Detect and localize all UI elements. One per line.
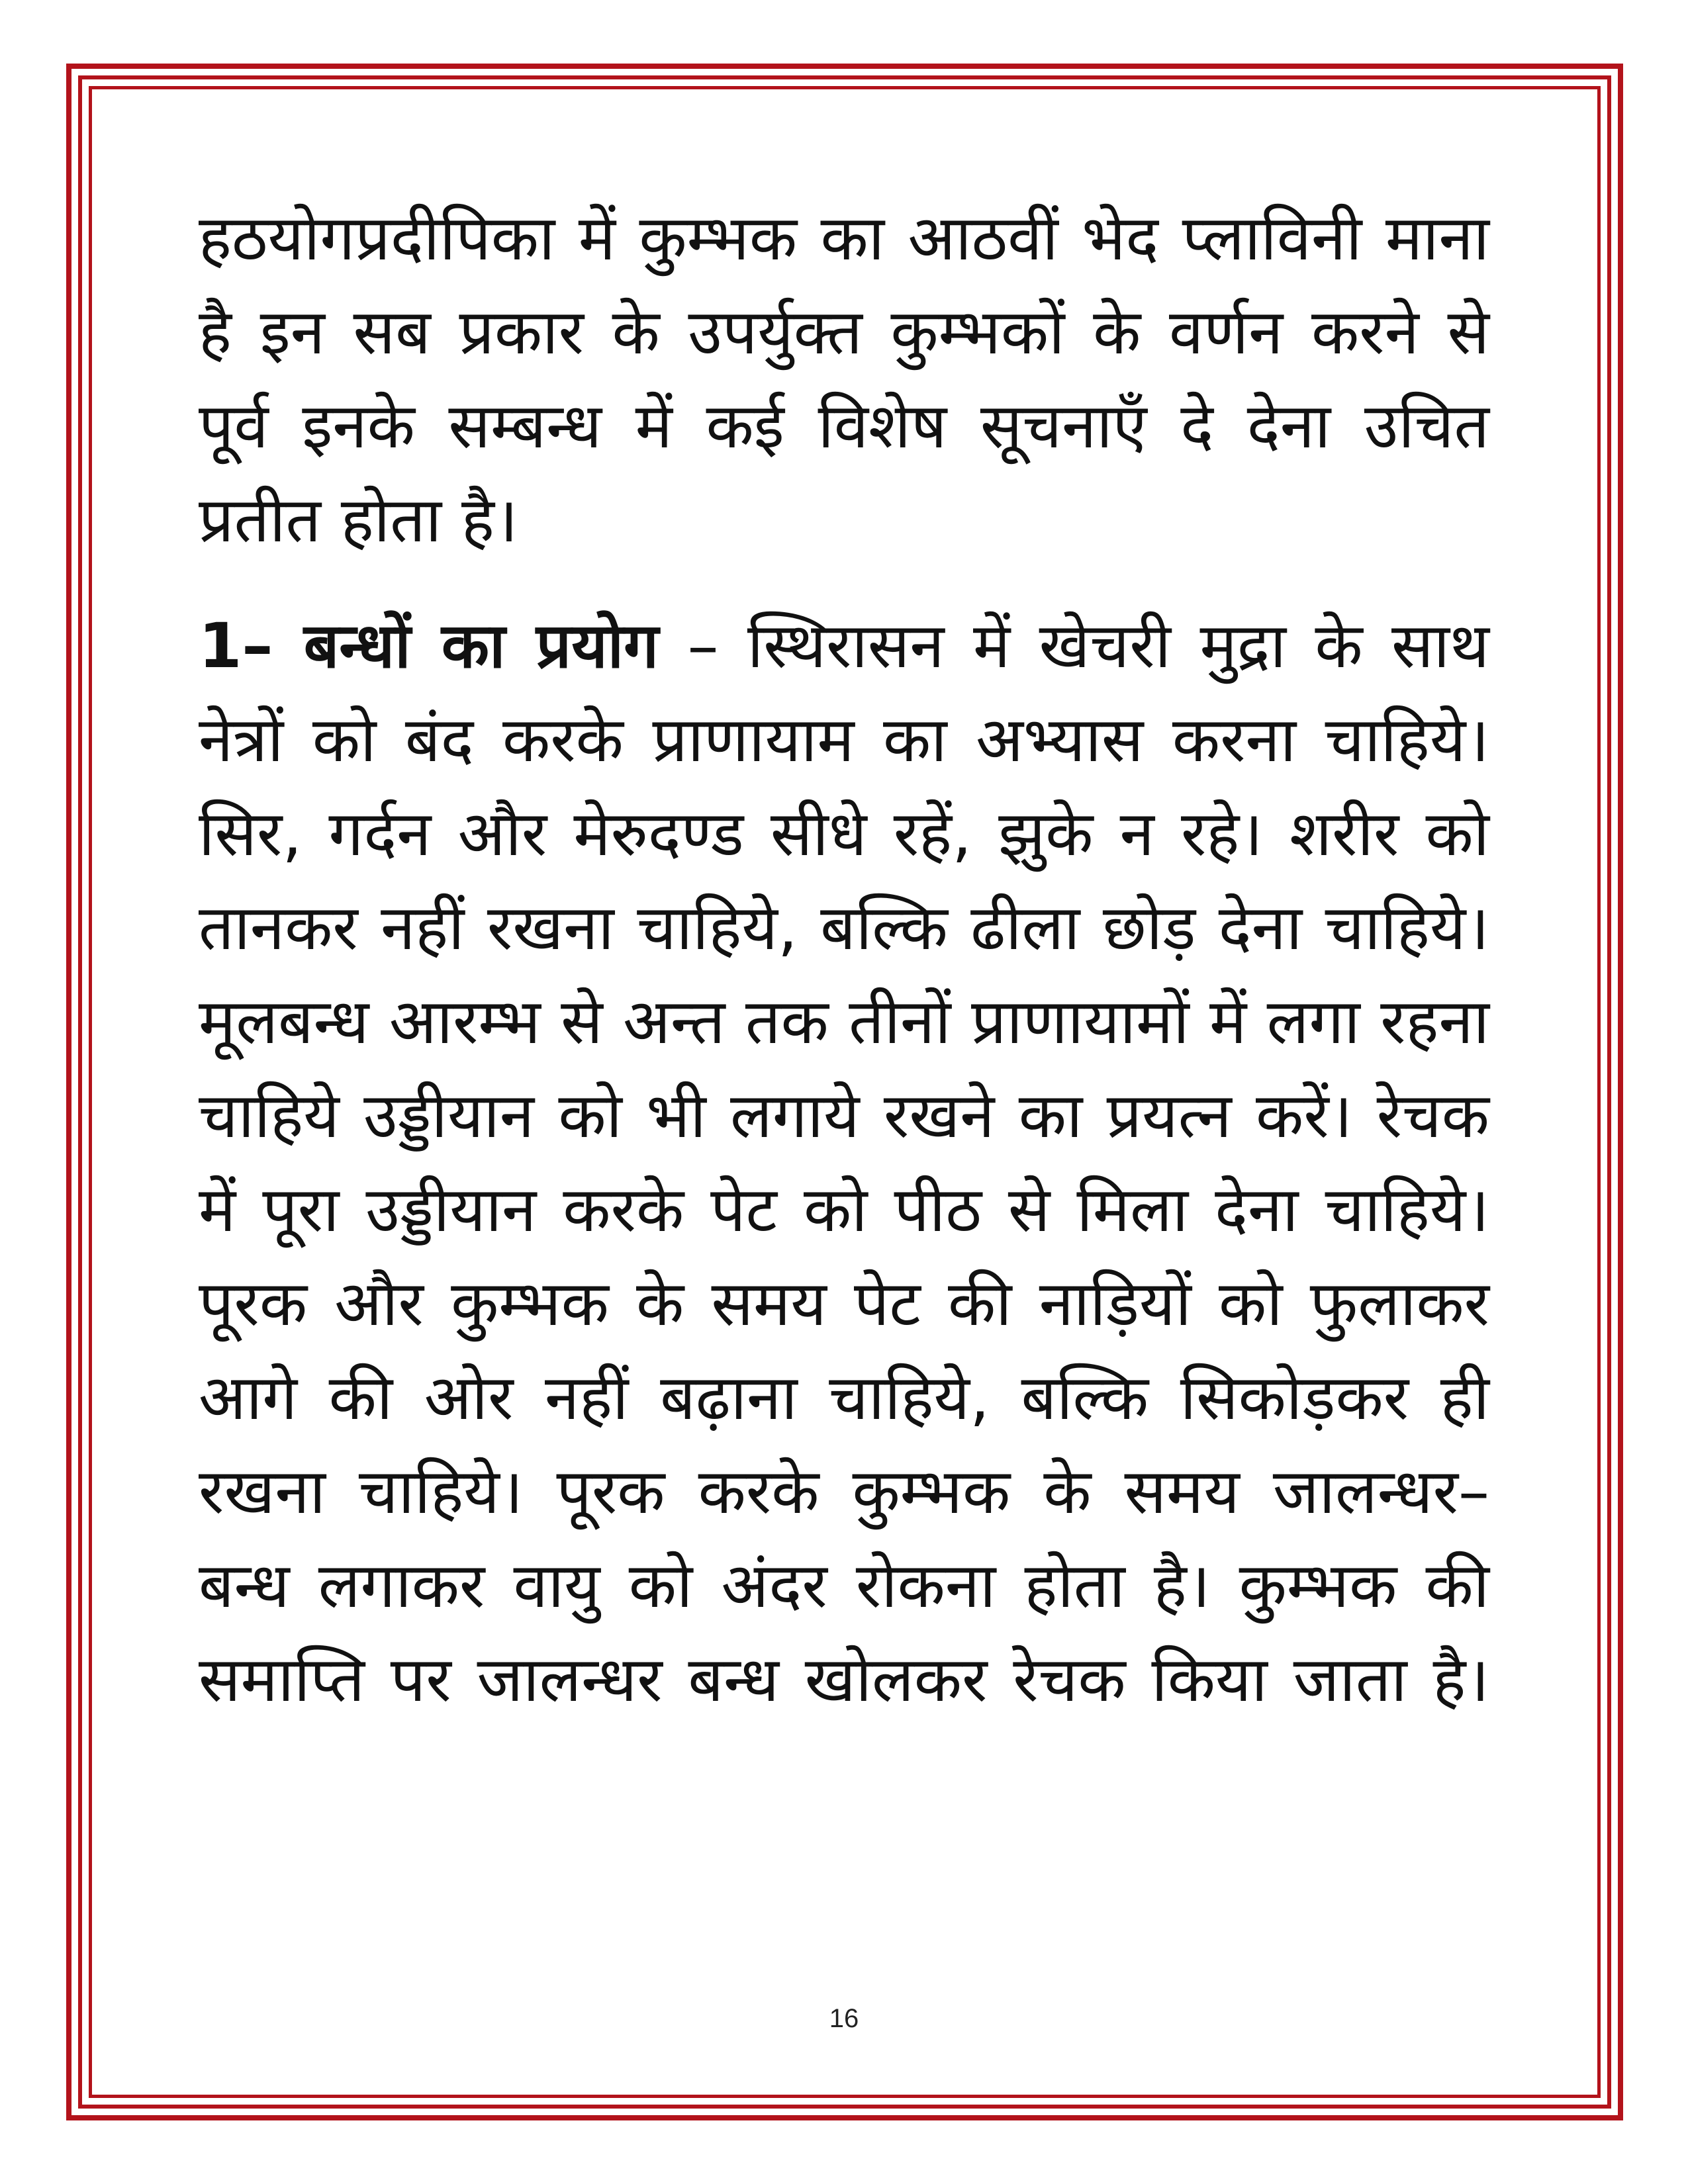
page-content: [199, 192, 1489, 1727]
section-heading: 1– बन्धों का प्रयोग: [199, 610, 659, 682]
intro-paragraph: हठयोगप्रदीपिका में कुम्भक का आठवीं भेद प्लाविनी माना है इन सब प्रकार के उपर्युक्त कुम्भकों के वर्णन करने से पूर्व इनके सम्बन्ध में कई विशेष सूचनाएँ दे देना उचित प्रतीत होता है।: [199, 203, 1489, 557]
page-number: 16: [829, 2004, 859, 2033]
bandha-paragraph: [199, 600, 1489, 1727]
section-body: – स्थिरासन में खेचरी मुद्रा के साथ नेत्रों को बंद करके प्राणायाम का अभ्यास करना चाहिये। सिर, गर्दन और मेरुदण्ड सीधे रहें, झुके न रहे। शरीर को तानकर नहीं रखना चाहिये, बल्कि ढीला छोड़ देना चाहिये। मूलबन्ध आरम्भ से अन्त तक तीनों प्राणायामों में लगा रहना चाहिये उड्डीयान को भी लगाये रखने का प्रयत्न करें। रेचक में पूरा उड्डीयान करके पेट को पीठ से मिला देना चाहिये। पूरक और कुम्भक के समय पेट की नाड़ियों को फुलाकर आगे की ओर नहीं बढ़ाना चाहिये, बल्कि सिकोड़कर ही रखना चाहिये। पूरक करके कुम्भक के समय जालन्धर– बन्ध लगाकर वायु को अंदर रोकना होता है। कुम्भक की समाप्ति पर जालन्धर बन्ध खोलकर रेचक किया जाता है।: [199, 610, 1489, 1716]
